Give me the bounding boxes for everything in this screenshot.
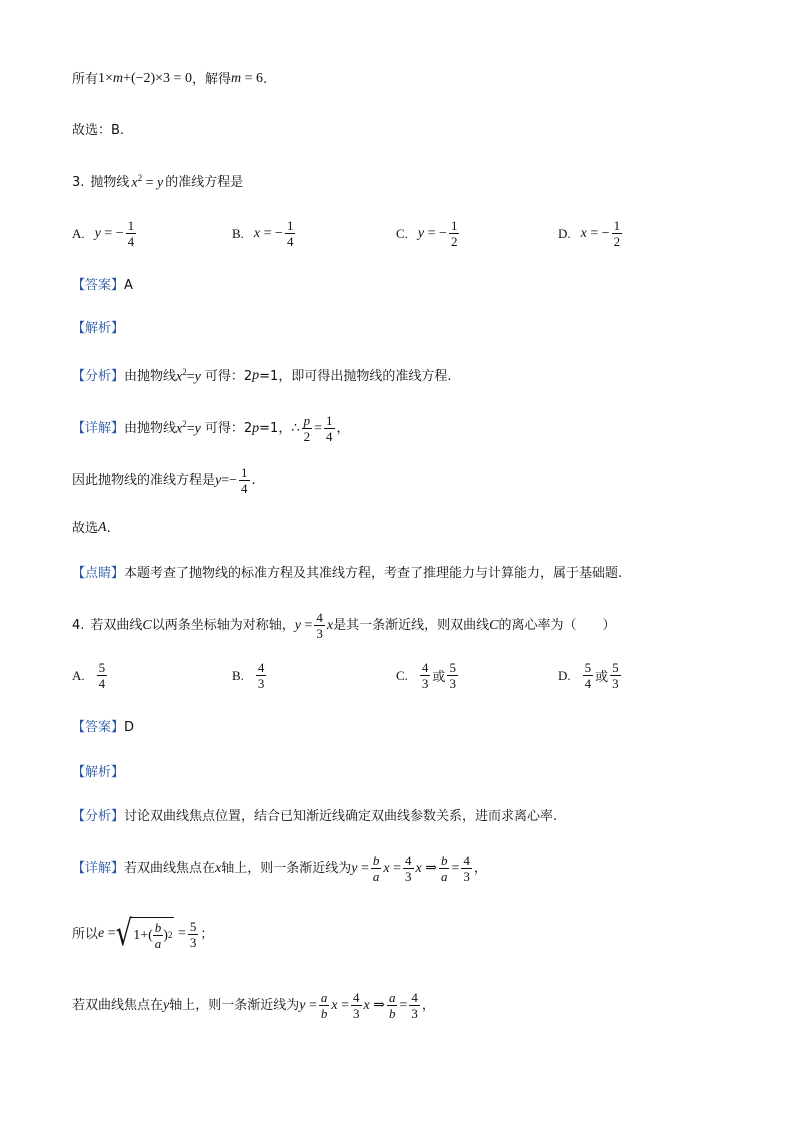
- choice-label: C.: [396, 225, 408, 241]
- text: 若双曲线焦点在: [72, 998, 164, 1013]
- text: ，: [336, 421, 350, 436]
- text: 可得：2: [204, 421, 253, 436]
- fraction: $\frac{5}{3}$: [189, 918, 197, 950]
- text: 若双曲线: [90, 618, 143, 633]
- text: 可得：2: [204, 368, 253, 384]
- choice-label: D.: [558, 667, 571, 683]
- jiexi-tag: 【解析】: [72, 765, 125, 780]
- choice-label: A.: [72, 225, 85, 241]
- choice-label: A.: [72, 667, 85, 683]
- choice-a[interactable]: A. y = − $\frac{1}{4}$: [72, 218, 135, 249]
- fraction: $\frac{a}{b}$: [388, 990, 396, 1021]
- jiexi-4: [72, 766, 124, 779]
- equation: $x^2=y$: [176, 419, 201, 437]
- line-solution-m: [72, 72, 267, 86]
- fraction: $\frac{1}{2}$: [613, 218, 621, 249]
- variable: p: [252, 420, 260, 436]
- question-3: [72, 174, 243, 191]
- text: 所有: [72, 71, 99, 87]
- jiexi-3: [72, 322, 124, 335]
- dianjing-tag: 【点睛】: [72, 566, 125, 581]
- fenxi-tag: 【分析】: [72, 809, 125, 824]
- text: .: [251, 473, 256, 488]
- jiexi-tag: 【解析】: [72, 321, 125, 336]
- fenxi-3: [72, 368, 451, 385]
- text: 轴上，则一条渐近线为: [169, 998, 300, 1013]
- fraction: $\frac{5}{3}$: [449, 660, 456, 691]
- variable: C: [489, 617, 499, 633]
- choice-b[interactable]: B. x = − $\frac{1}{4}$: [232, 218, 294, 249]
- fraction: $\frac{1}{4}$: [241, 465, 248, 496]
- or-text: 或: [595, 670, 609, 685]
- text: 由抛物线: [124, 421, 177, 436]
- fenxi-4: [72, 810, 557, 823]
- question-number: 4.: [72, 618, 85, 633]
- xiangjie-3: 【详解】 由抛物线 $x^2=y$ 可得：2 p =1，∴ $\frac{p}{2}$ = $\frac{1}{4}$ ，: [72, 413, 350, 444]
- text: 抛物线: [90, 174, 130, 190]
- variable: p: [252, 368, 260, 384]
- text: 若双曲线焦点在: [124, 861, 216, 876]
- fraction: $\frac{4}{3}$: [463, 853, 470, 884]
- choice-b[interactable]: [232, 660, 268, 691]
- choice-d[interactable]: D. x = − $\frac{1}{2}$: [558, 218, 621, 249]
- fraction: $\frac{4}{3}$: [411, 990, 418, 1021]
- fraction: $\frac{4}{3}$: [316, 610, 323, 641]
- text: .: [263, 71, 268, 87]
- sqrt-expression: √ 1+( $\frac{b}{a}$ ) 2: [115, 913, 173, 955]
- line-choose-b: 故选：B.: [72, 123, 125, 138]
- variable: y: [417, 225, 425, 241]
- equation: m = 6: [230, 71, 263, 86]
- fraction: $\frac{4}{3}$: [353, 990, 360, 1021]
- text: 是其一条渐近线，则双曲线: [333, 618, 490, 633]
- fraction: $\frac{p}{2}$: [303, 413, 311, 444]
- xiangjie-4: 【详解】 若双曲线焦点在 x 轴上，则一条渐近线为 y = $\frac{b}{a}$ x = $\frac{4}{3}$ x ⇒ $\frac{b}{a}$ = $\frac{4}{3}$ ，: [72, 853, 487, 884]
- choice-label: B.: [232, 225, 244, 241]
- variable: x: [253, 225, 261, 241]
- text: 所以: [72, 926, 99, 942]
- fraction: $\frac{1}{4}$: [326, 413, 333, 444]
- question-4: 4. 若双曲线 C 以两条坐标轴为对称轴， y = $\frac{4}{3}$ x 是其一条渐近线，则双曲线 C 的离心率为（ ）: [72, 610, 616, 641]
- xiangjie-tag: 【详解】: [72, 861, 125, 876]
- or-text: 或: [432, 670, 446, 685]
- text: .: [106, 520, 111, 536]
- answer-4: [72, 721, 134, 734]
- text: 的准线方程是: [165, 174, 244, 190]
- xiangjie-tag: 【详解】: [72, 421, 125, 436]
- text: ，: [473, 861, 487, 876]
- yinci-3: [72, 465, 256, 496]
- answer-tag: 【答案】: [72, 278, 125, 293]
- question-number: 3.: [72, 174, 85, 190]
- choice-label: B.: [232, 667, 244, 683]
- choice-label: C.: [396, 667, 408, 683]
- guxuan-3: [72, 521, 111, 535]
- text: =1，∴: [259, 421, 300, 436]
- equation: $x^2=y$: [176, 367, 201, 385]
- variable: y: [163, 997, 170, 1013]
- text: 故选: [72, 520, 99, 536]
- fraction: $\frac{b}{a}$: [372, 853, 380, 884]
- ruo-4: 若双曲线焦点在 y 轴上，则一条渐近线为 y = $\frac{a}{b}$ x = $\frac{4}{3}$ x ⇒ $\frac{a}{b}$ = $\frac{4}{3}$ ，: [72, 990, 435, 1021]
- dianjing-3: [72, 567, 622, 580]
- text: 因此抛物线的准线方程是: [72, 473, 216, 488]
- fraction: $\frac{1}{2}$: [450, 218, 458, 249]
- text: 由抛物线: [124, 368, 177, 384]
- equation: $x^2 = y$: [131, 173, 164, 191]
- answer-3: [72, 279, 133, 292]
- choice-c[interactable]: [396, 660, 460, 691]
- text: 本题考查了抛物线的标准方程及其准线方程，考查了推理能力与计算能力，属于基础题.: [124, 566, 623, 581]
- variable: C: [142, 617, 152, 633]
- variable: x: [580, 225, 587, 241]
- choice-d[interactable]: [558, 660, 623, 691]
- variable: y: [94, 225, 101, 241]
- text: ；: [200, 926, 214, 942]
- equation: y=−: [215, 472, 238, 488]
- fraction: $\frac{a}{b}$: [320, 990, 328, 1021]
- text: ，解得: [191, 71, 231, 87]
- equation: 1×m+(−2)×3 = 0: [98, 71, 192, 86]
- fraction: $\frac{b}{a}$: [440, 853, 448, 884]
- choice-label: D.: [558, 225, 571, 241]
- text: 以两条坐标轴为对称轴，: [151, 618, 295, 633]
- answer-value: D: [124, 720, 135, 735]
- fraction: $\frac{1}{4}$: [127, 218, 135, 249]
- variable: x: [215, 860, 222, 876]
- text: 轴上，则一条渐近线为: [221, 861, 352, 876]
- text: =1，即可得出抛物线的准线方程.: [259, 368, 452, 384]
- fraction: $\frac{1}{4}$: [286, 218, 294, 249]
- variable: A: [98, 520, 107, 535]
- choice-a[interactable]: [72, 660, 109, 691]
- text: ，: [421, 998, 435, 1013]
- text: 讨论双曲线焦点位置，结合已知渐近线确定双曲线参数关系，进而求离心率.: [124, 809, 558, 824]
- fraction: $\frac{5}{3}$: [612, 660, 619, 691]
- answer-value: A: [124, 278, 133, 293]
- answer-tag: 【答案】: [72, 720, 125, 735]
- fraction: $\frac{4}{3}$: [257, 660, 265, 691]
- fraction: $\frac{5}{4}$: [584, 660, 592, 691]
- choice-c[interactable]: C. y = − $\frac{1}{2}$: [396, 218, 458, 249]
- fraction: $\frac{5}{4}$: [98, 660, 106, 691]
- fenxi-tag: 【分析】: [72, 368, 125, 384]
- fraction: $\frac{4}{3}$: [405, 853, 412, 884]
- suoyi-4: 所以 e = √ 1+( $\frac{b}{a}$ ) 2 = $\frac{5}{3}$ ；: [72, 913, 214, 955]
- fraction: $\frac{4}{3}$: [421, 660, 429, 691]
- text: 的离心率为（ ）: [498, 618, 616, 633]
